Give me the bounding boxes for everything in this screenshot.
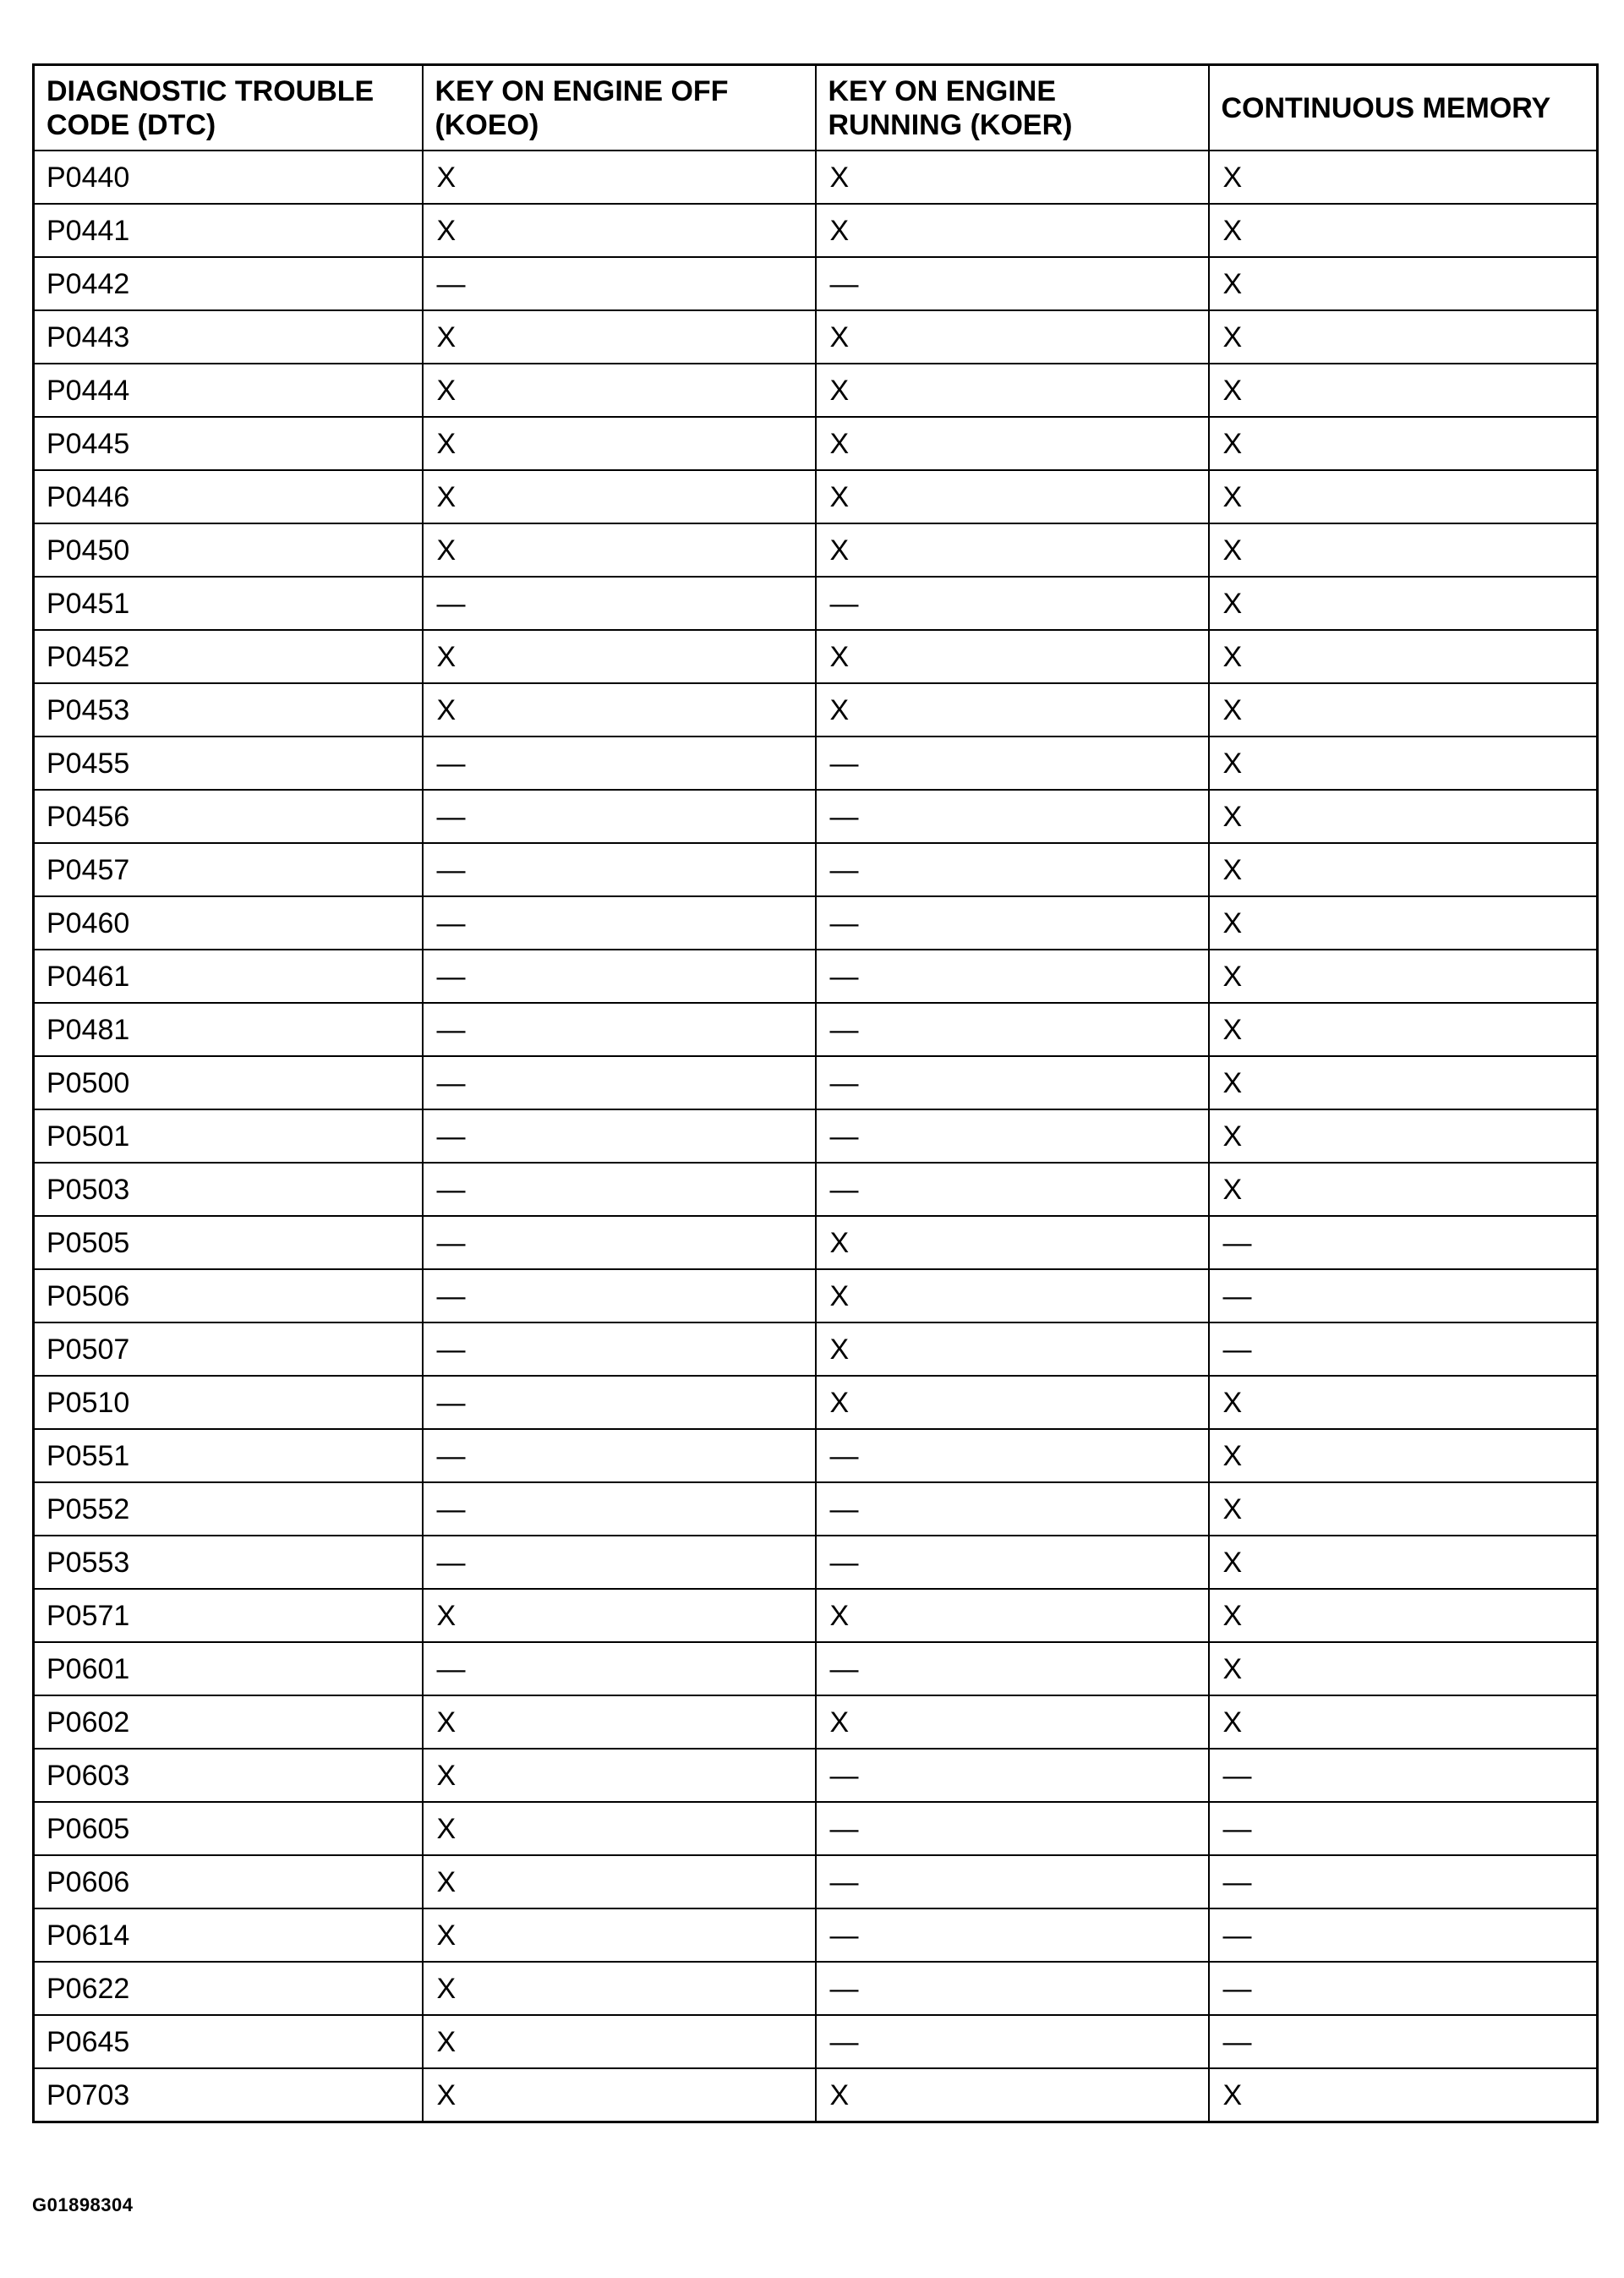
koer-cell: — (816, 1163, 1209, 1216)
dtc-code-cell: P0441 (34, 204, 423, 257)
koeo-cell: X (423, 1855, 816, 1908)
dtc-code-cell: P0442 (34, 257, 423, 310)
table-header-row (34, 65, 1598, 151)
table-row (34, 2068, 1598, 2122)
koeo-cell: X (423, 1962, 816, 2015)
table-row (34, 1216, 1598, 1269)
continuous-memory-cell: X (1209, 1536, 1598, 1589)
continuous-memory-cell: — (1209, 1749, 1598, 1802)
koer-cell: X (816, 1322, 1209, 1376)
continuous-memory-cell: X (1209, 683, 1598, 737)
koer-cell: — (816, 577, 1209, 630)
koeo-cell: X (423, 1802, 816, 1855)
column-header-dtc: DIAGNOSTIC TROUBLE CODE (DTC) (34, 65, 423, 151)
continuous-memory-cell: X (1209, 843, 1598, 896)
koeo-cell: X (423, 2015, 816, 2068)
table-row (34, 1855, 1598, 1908)
continuous-memory-cell: — (1209, 1216, 1598, 1269)
continuous-memory-cell: X (1209, 950, 1598, 1003)
koer-cell: — (816, 1962, 1209, 2015)
koeo-cell: X (423, 523, 816, 577)
continuous-memory-cell: X (1209, 2068, 1598, 2122)
continuous-memory-cell: X (1209, 1429, 1598, 1482)
table-body (34, 151, 1598, 2122)
table-row (34, 630, 1598, 683)
koer-cell: — (816, 1056, 1209, 1109)
koeo-cell: X (423, 683, 816, 737)
continuous-memory-cell: — (1209, 2015, 1598, 2068)
table-row (34, 364, 1598, 417)
continuous-memory-cell: — (1209, 1802, 1598, 1855)
koer-cell: — (816, 1429, 1209, 1482)
continuous-memory-cell: X (1209, 790, 1598, 843)
continuous-memory-cell: — (1209, 1269, 1598, 1322)
table-row (34, 1482, 1598, 1536)
continuous-memory-cell: — (1209, 1322, 1598, 1376)
koer-cell: — (816, 1749, 1209, 1802)
koeo-cell: — (423, 737, 816, 790)
dtc-code-cell: P0456 (34, 790, 423, 843)
table-row (34, 1536, 1598, 1589)
continuous-memory-cell: X (1209, 151, 1598, 204)
continuous-memory-cell: — (1209, 1908, 1598, 1962)
koer-cell: X (816, 1695, 1209, 1749)
koeo-cell: — (423, 1163, 816, 1216)
dtc-code-cell: P0507 (34, 1322, 423, 1376)
dtc-code-cell: P0455 (34, 737, 423, 790)
table-row (34, 896, 1598, 950)
koer-cell: X (816, 1216, 1209, 1269)
koeo-cell: X (423, 630, 816, 683)
dtc-code-cell: P0614 (34, 1908, 423, 1962)
koer-cell: X (816, 523, 1209, 577)
table-row (34, 790, 1598, 843)
dtc-code-cell: P0506 (34, 1269, 423, 1322)
koeo-cell: — (423, 577, 816, 630)
koer-cell: — (816, 1536, 1209, 1589)
koer-cell: X (816, 151, 1209, 204)
dtc-code-cell: P0606 (34, 1855, 423, 1908)
table-row (34, 950, 1598, 1003)
koer-cell: X (816, 364, 1209, 417)
dtc-code-cell: P0552 (34, 1482, 423, 1536)
continuous-memory-cell: X (1209, 364, 1598, 417)
continuous-memory-cell: X (1209, 1003, 1598, 1056)
koeo-cell: — (423, 1056, 816, 1109)
continuous-memory-cell: — (1209, 1855, 1598, 1908)
koer-cell: — (816, 257, 1209, 310)
continuous-memory-cell: X (1209, 896, 1598, 950)
continuous-memory-cell: X (1209, 1056, 1598, 1109)
koeo-cell: — (423, 1429, 816, 1482)
continuous-memory-cell: X (1209, 1163, 1598, 1216)
table-row (34, 843, 1598, 896)
table-row (34, 1163, 1598, 1216)
koer-cell: — (816, 950, 1209, 1003)
continuous-memory-cell: X (1209, 417, 1598, 470)
table-row (34, 1749, 1598, 1802)
column-header-koer: KEY ON ENGINE RUNNING (KOER) (816, 65, 1209, 151)
koeo-cell: — (423, 1003, 816, 1056)
koer-cell: — (816, 1482, 1209, 1536)
dtc-code-cell: P0601 (34, 1642, 423, 1695)
table-row (34, 1269, 1598, 1322)
table-row (34, 577, 1598, 630)
table-row (34, 737, 1598, 790)
continuous-memory-cell: X (1209, 1642, 1598, 1695)
continuous-memory-cell: X (1209, 204, 1598, 257)
koer-cell: — (816, 843, 1209, 896)
dtc-code-cell: P0501 (34, 1109, 423, 1163)
koer-cell: — (816, 737, 1209, 790)
koer-cell: — (816, 1802, 1209, 1855)
dtc-code-cell: P0443 (34, 310, 423, 364)
koeo-cell: X (423, 2068, 816, 2122)
table-row (34, 204, 1598, 257)
table-row (34, 1429, 1598, 1482)
continuous-memory-cell: X (1209, 1376, 1598, 1429)
koeo-cell: — (423, 257, 816, 310)
koeo-cell: — (423, 1216, 816, 1269)
koeo-cell: — (423, 843, 816, 896)
continuous-memory-cell: — (1209, 1962, 1598, 2015)
koeo-cell: X (423, 1749, 816, 1802)
continuous-memory-cell: X (1209, 1482, 1598, 1536)
dtc-code-cell: P0645 (34, 2015, 423, 2068)
dtc-code-cell: P0457 (34, 843, 423, 896)
koeo-cell: — (423, 790, 816, 843)
koeo-cell: — (423, 1536, 816, 1589)
table-row (34, 310, 1598, 364)
continuous-memory-cell: X (1209, 523, 1598, 577)
continuous-memory-cell: X (1209, 1109, 1598, 1163)
koer-cell: X (816, 204, 1209, 257)
koeo-cell: X (423, 204, 816, 257)
dtc-code-cell: P0703 (34, 2068, 423, 2122)
dtc-code-cell: P0602 (34, 1695, 423, 1749)
dtc-code-cell: P0451 (34, 577, 423, 630)
dtc-code-cell: P0503 (34, 1163, 423, 1216)
koer-cell: X (816, 417, 1209, 470)
koeo-cell: X (423, 151, 816, 204)
koeo-cell: — (423, 950, 816, 1003)
dtc-table (32, 63, 1599, 2123)
koeo-cell: X (423, 417, 816, 470)
table-row (34, 1109, 1598, 1163)
dtc-code-cell: P0553 (34, 1536, 423, 1589)
continuous-memory-cell: X (1209, 630, 1598, 683)
dtc-code-cell: P0500 (34, 1056, 423, 1109)
table-row (34, 257, 1598, 310)
koeo-cell: — (423, 1109, 816, 1163)
koer-cell: X (816, 1376, 1209, 1429)
koeo-cell: X (423, 1695, 816, 1749)
dtc-code-cell: P0446 (34, 470, 423, 523)
table-row (34, 417, 1598, 470)
column-header-continuous-memory: CONTINUOUS MEMORY (1209, 65, 1598, 151)
koer-cell: X (816, 2068, 1209, 2122)
koer-cell: — (816, 1003, 1209, 1056)
dtc-code-cell: P0461 (34, 950, 423, 1003)
continuous-memory-cell: X (1209, 257, 1598, 310)
dtc-code-cell: P0510 (34, 1376, 423, 1429)
dtc-code-cell: P0551 (34, 1429, 423, 1482)
koeo-cell: — (423, 1482, 816, 1536)
table-row (34, 151, 1598, 204)
koer-cell: X (816, 683, 1209, 737)
dtc-code-cell: P0571 (34, 1589, 423, 1642)
table-row (34, 470, 1598, 523)
koer-cell: — (816, 1109, 1209, 1163)
koeo-cell: X (423, 1908, 816, 1962)
continuous-memory-cell: X (1209, 737, 1598, 790)
table-row (34, 1802, 1598, 1855)
koeo-cell: X (423, 1589, 816, 1642)
dtc-code-cell: P0453 (34, 683, 423, 737)
dtc-code-cell: P0605 (34, 1802, 423, 1855)
dtc-code-cell: P0440 (34, 151, 423, 204)
continuous-memory-cell: X (1209, 1589, 1598, 1642)
koeo-cell: X (423, 470, 816, 523)
table-row (34, 1003, 1598, 1056)
koer-cell: X (816, 1589, 1209, 1642)
koeo-cell: — (423, 896, 816, 950)
koeo-cell: — (423, 1322, 816, 1376)
koer-cell: — (816, 790, 1209, 843)
koeo-cell: — (423, 1376, 816, 1429)
table-row (34, 1962, 1598, 2015)
koer-cell: — (816, 1855, 1209, 1908)
table-row (34, 1589, 1598, 1642)
koer-cell: X (816, 1269, 1209, 1322)
dtc-code-cell: P0450 (34, 523, 423, 577)
table-row (34, 1322, 1598, 1376)
dtc-code-cell: P0505 (34, 1216, 423, 1269)
koer-cell: — (816, 2015, 1209, 2068)
table-row (34, 1056, 1598, 1109)
koer-cell: X (816, 630, 1209, 683)
koeo-cell: — (423, 1269, 816, 1322)
koeo-cell: X (423, 364, 816, 417)
koeo-cell: X (423, 310, 816, 364)
continuous-memory-cell: X (1209, 470, 1598, 523)
table-row (34, 1908, 1598, 1962)
dtc-code-cell: P0445 (34, 417, 423, 470)
koer-cell: — (816, 1642, 1209, 1695)
table-row (34, 523, 1598, 577)
table-row (34, 683, 1598, 737)
table-row (34, 1695, 1598, 1749)
column-header-koeo: KEY ON ENGINE OFF (KOEO) (423, 65, 816, 151)
dtc-code-cell: P0481 (34, 1003, 423, 1056)
koer-cell: X (816, 310, 1209, 364)
dtc-code-cell: P0603 (34, 1749, 423, 1802)
continuous-memory-cell: X (1209, 310, 1598, 364)
koer-cell: — (816, 896, 1209, 950)
figure-id: G01898304 (32, 2194, 134, 2215)
koer-cell: X (816, 470, 1209, 523)
table-row (34, 2015, 1598, 2068)
dtc-code-cell: P0460 (34, 896, 423, 950)
continuous-memory-cell: X (1209, 1695, 1598, 1749)
dtc-code-cell: P0444 (34, 364, 423, 417)
table-row (34, 1376, 1598, 1429)
koeo-cell: — (423, 1642, 816, 1695)
koer-cell: — (816, 1908, 1209, 1962)
continuous-memory-cell: X (1209, 577, 1598, 630)
dtc-code-cell: P0622 (34, 1962, 423, 2015)
table-row (34, 1642, 1598, 1695)
dtc-code-cell: P0452 (34, 630, 423, 683)
